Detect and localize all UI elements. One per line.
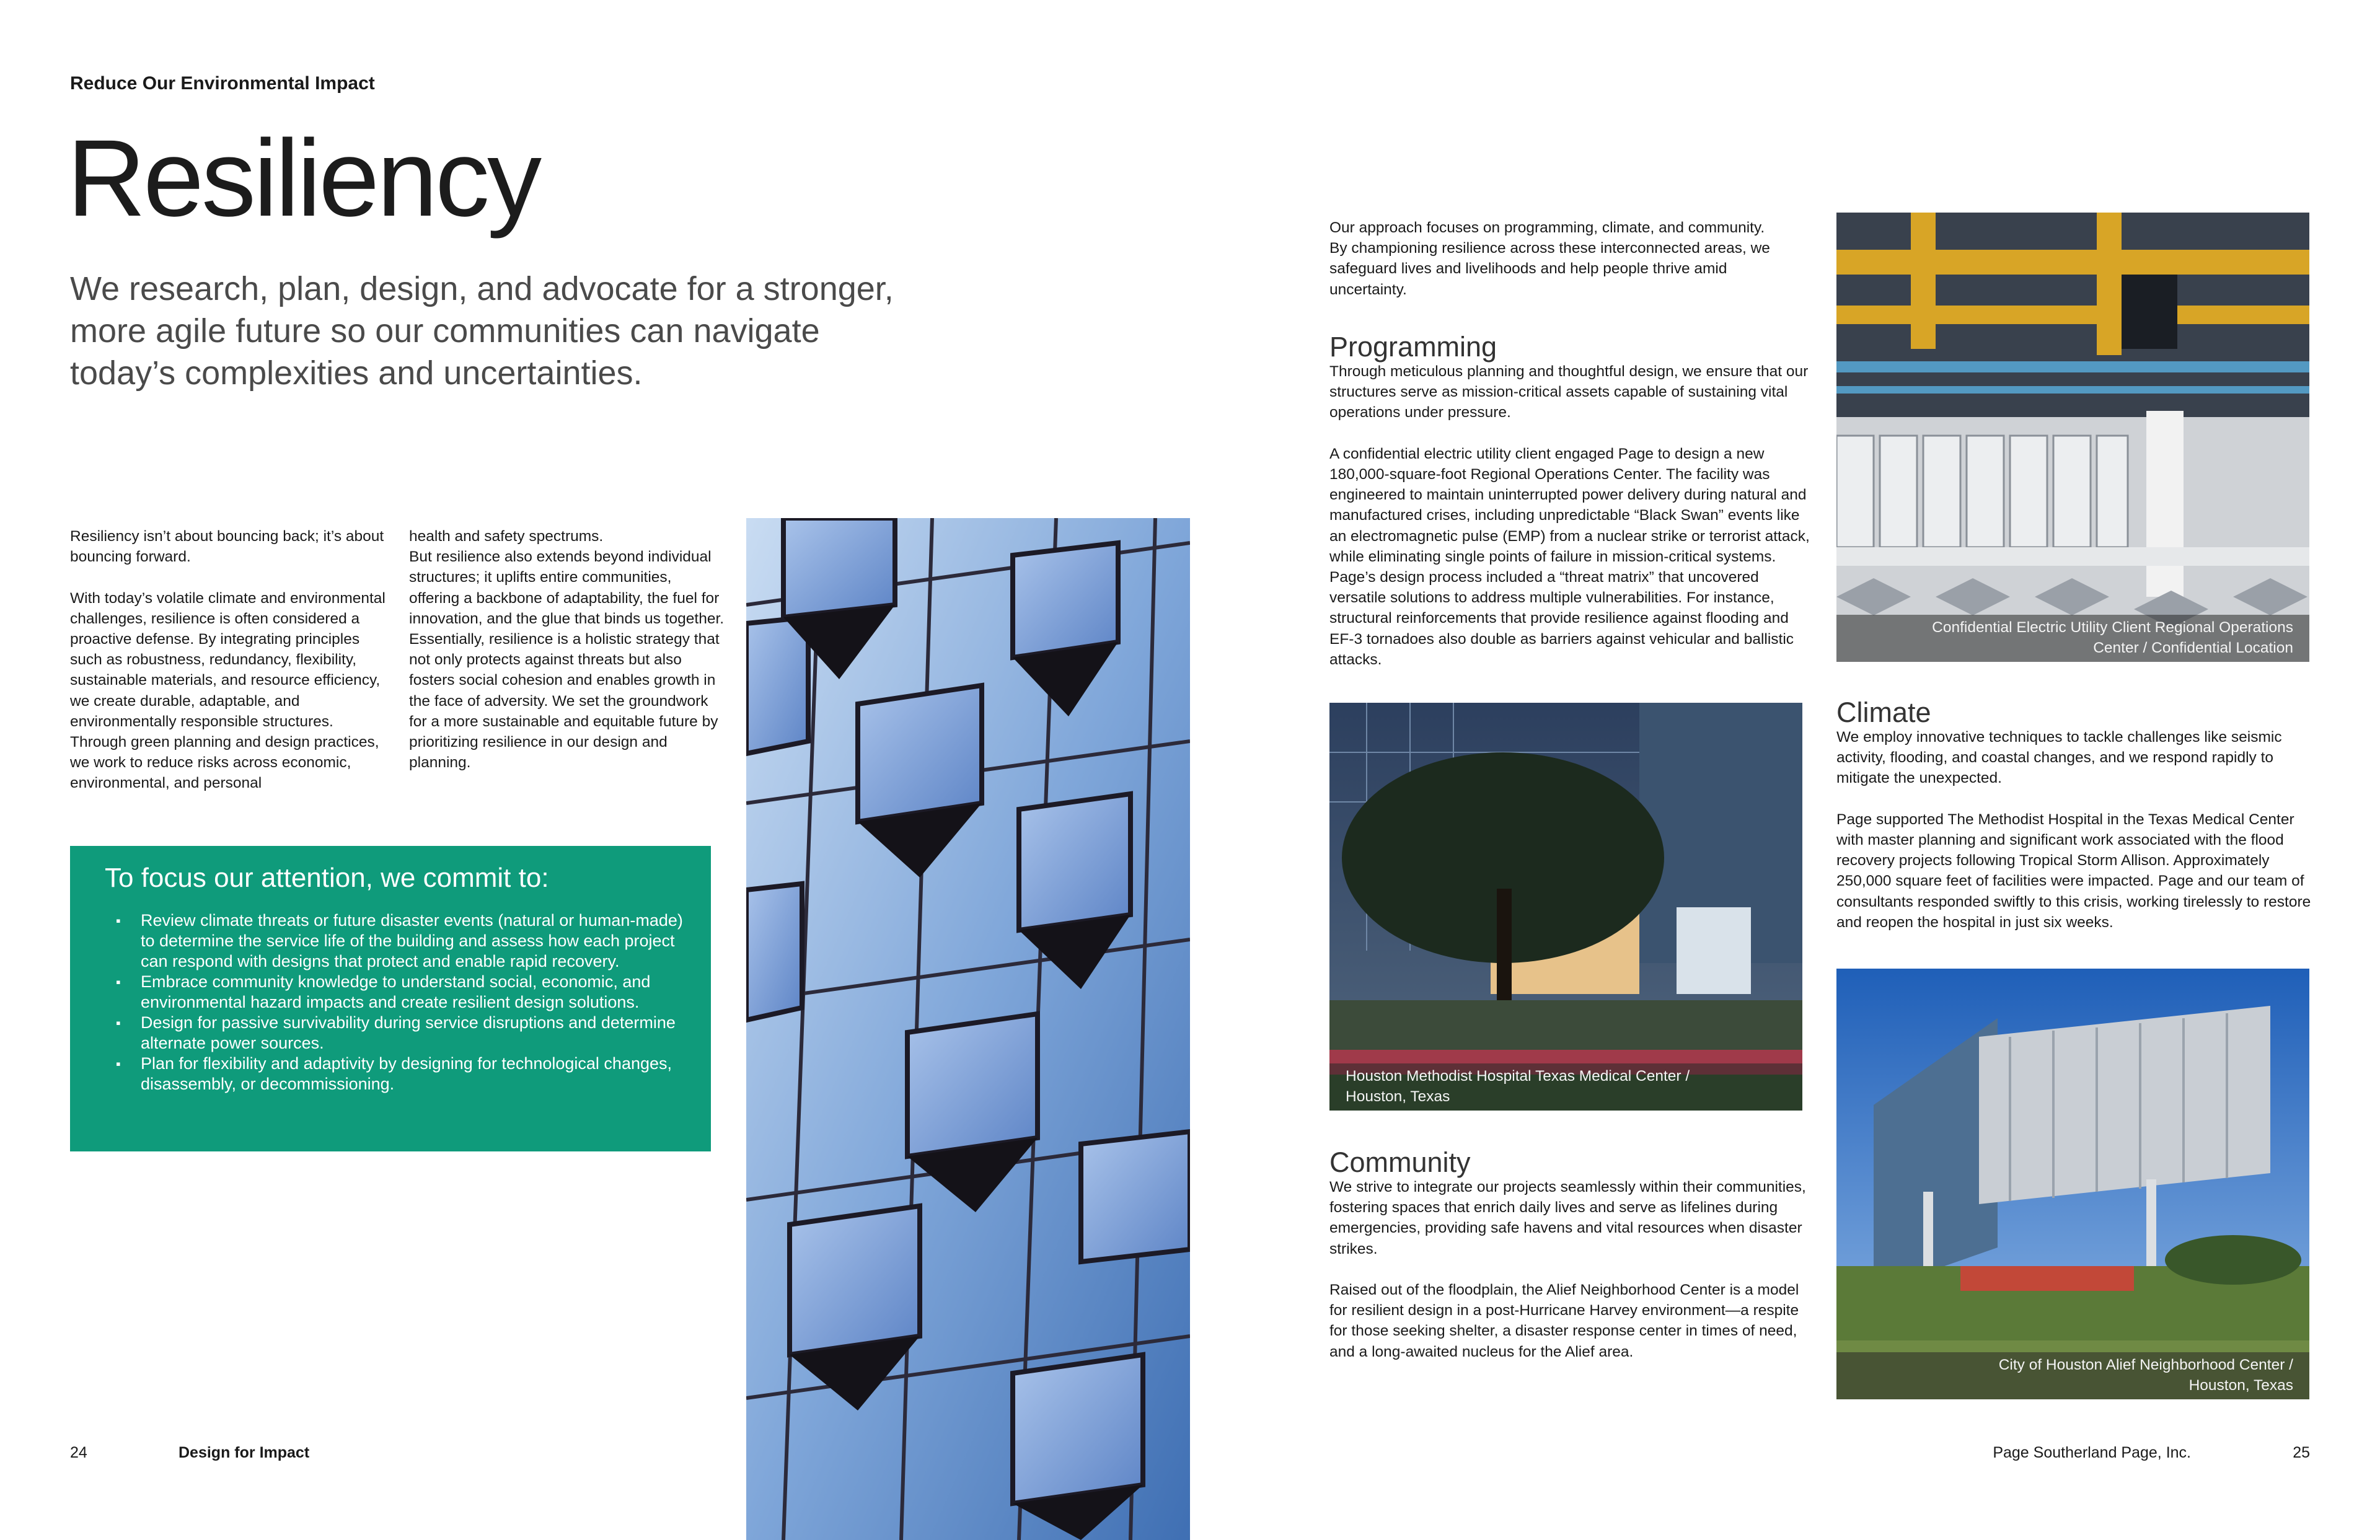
footer-right-title: Page Southerland Page, Inc. [1993, 1444, 2191, 1461]
commitment-box [70, 846, 711, 1151]
commitment-heading: To focus our attention, we commit to: [105, 863, 549, 893]
page-number-left: 24 [70, 1444, 87, 1461]
page-number-right: 25 [2293, 1444, 2310, 1461]
section-label: Reduce Our Environmental Impact [70, 73, 375, 94]
programming-heading: Programming [1329, 331, 1497, 363]
climate-text: We employ innovative techniques to tackle challenges like seismic activity, flooding, and coastal changes, and we respond rapidly to mitigate the unexpected. Page supported The Methodist Hospital in the Texas Medical Center with master planning and significant work associated with the flood recovery projects following Tropical Storm Allison. Approximately 250,000 square feet of facilities were impacted. Page and our team of consultants responded swiftly to this crisis, working tirelessly to restore and reopen the hospital in just six weeks. [1836, 729, 2311, 931]
commitment-item: ▪ Review climate threats or future disaster events (natural or human-made) to determine the service life of the building and assess how each project can respond with designs that protect and enable rapid recovery. [141, 910, 692, 972]
approach-text: Our approach focuses on programming, climate, and community. By championing resilience across these interconnected areas, we safeguard lives and livelihoods and help people thrive amid uncertainty. [1329, 219, 1770, 298]
hospital-caption: Houston Methodist Hospital Texas Medical Center / Houston, Texas [1329, 1063, 1802, 1111]
intro-statement: We research, plan, design, and advocate for a stronger, more agile future so our communities can navigate today’s complexities and uncertainties. [70, 270, 894, 392]
commitment-item: ▪ Plan for flexibility and adaptivity by designing for technological changes, disassembly, or decommissioning. [141, 1054, 692, 1094]
footer-left-title: Design for Impact [178, 1444, 310, 1461]
programming-text: Through meticulous planning and thoughtful design, we ensure that our structures serve as mission-critical assets capable of sustaining vital operations under pressure. A confidential electric utility client engaged Page to design a new 180,000-square-foot Regional Operations Center. The facility was engineered to maintain uninterrupted power delivery during natural and manufactured crises, including unpredictable “Black Swan” events like an electromagnetic pulse (EMP) from a nuclear strike or terrorist attack, while eliminating single points of failure in mission-critical systems. Page’s design process included a “threat matrix” that uncovered versatile solutions to address multiple vulnerabilities. For instance, structural reinforcements that provide resilience against flooding and EF-3 tornadoes also double as barriers against vehicular and ballistic attacks. [1329, 363, 1810, 668]
community-text: We strive to integrate our projects seamlessly within their communities, fostering spaces that enrich daily lives and serve as lifelines during emergencies, providing safe havens and vital resources when disaster strikes. Raised out of the floodplain, the Alief Neighborhood Center is a model for resilient design in a post-Hurricane Harvey environment—a respite for those seeking shelter, a disaster response center in times of need, and a long-awaited nucleus for the Alief area. [1329, 1179, 1806, 1360]
body-column-1: Resiliency isn’t about bouncing back; it’s about bouncing forward. With today’s volatile climate and environmental challenges, resilience is often considered a proactive defense. By integrating principles such as robustness, redundancy, flexibility, sustainable materials, and resource efficiency, we create durable, adaptable, and environmentally responsible structures. Through green planning and design practices, we work to reduce risks across economic, environmental, and personal [70, 528, 386, 792]
commitment-item: ▪ Design for passive survivability during service disruptions and determine alternate power sources. [141, 1013, 692, 1054]
alief-center-photo [1836, 969, 2309, 1399]
commitment-item: ▪ Embrace community knowledge to understand social, economic, and environmental hazard impacts and create resilient design solutions. [141, 972, 692, 1013]
utility-center-photo [1836, 213, 2309, 662]
facade-photo [746, 518, 1190, 1540]
body-column-2: health and safety spectrums. But resilience also extends beyond individual structures; it uplifts entire communities, offering a backbone of adaptability, the fuel for innovation, and the glue that binds us together. Essentially, resilience is a holistic strategy that not only protects against threats but also fosters social cohesion and enables growth in the face of adversity. We set the groundwork for a more sustainable and equitable future by prioritizing resilience in our design and planning. [409, 528, 725, 772]
utility-caption: Confidential Electric Utility Client Regional Operations Center / Confidential Location [1836, 615, 2309, 662]
alief-caption: City of Houston Alief Neighborhood Center / Houston, Texas [1836, 1352, 2309, 1399]
community-heading: Community [1329, 1146, 1471, 1178]
page-title: Resiliency [67, 118, 540, 239]
hospital-photo [1329, 703, 1802, 1111]
climate-heading: Climate [1836, 697, 1931, 728]
commitment-list [89, 910, 692, 1094]
